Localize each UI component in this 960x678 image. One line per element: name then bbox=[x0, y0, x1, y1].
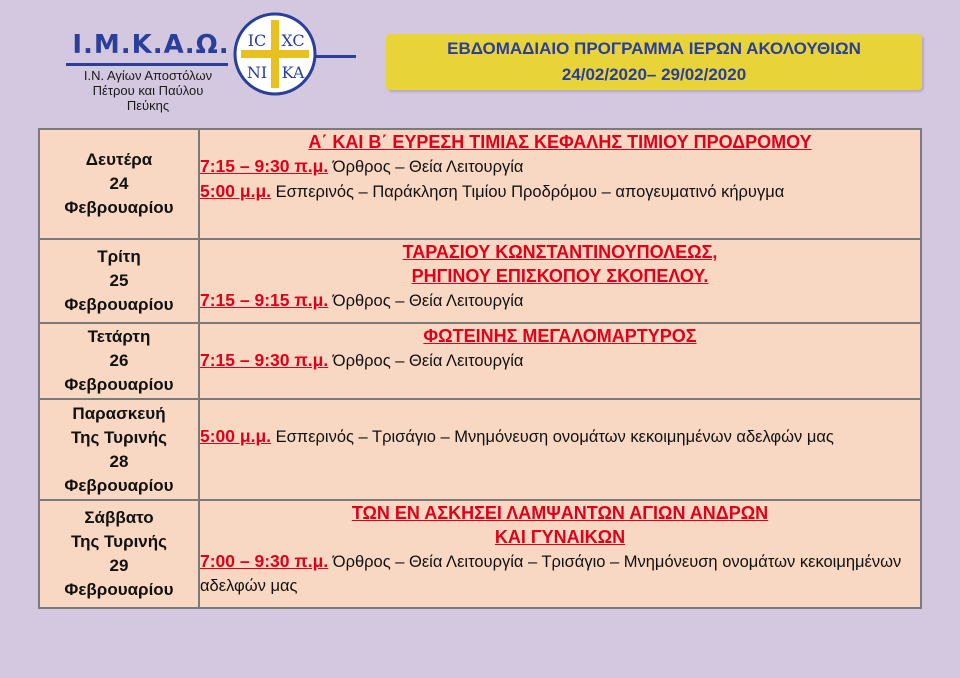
day-label: Της Τυρινής bbox=[70, 532, 167, 551]
day-label: Φεβρουαρίου bbox=[64, 198, 174, 217]
service-entry bbox=[200, 549, 920, 598]
day-label: 28 bbox=[109, 451, 129, 471]
services-cell bbox=[199, 399, 921, 500]
day-cell bbox=[39, 323, 199, 399]
services-cell bbox=[199, 239, 921, 323]
day-label: Φεβρουαρίου bbox=[64, 580, 174, 599]
day-label: 26 bbox=[109, 351, 129, 370]
icxc-nika-seal-icon bbox=[233, 12, 317, 96]
service-time: 5:00 μ.μ. bbox=[200, 181, 272, 201]
day-label: 24 bbox=[109, 174, 129, 193]
seal-letters-ka: KA bbox=[281, 63, 305, 82]
banner-title: ΕΒΔΟΜΑΔΙΑΙΟ ΠΡΟΓΡΑΜΜΑ ΙΕΡΩΝ ΑΚΟΛΟΥΘΙΩΝ bbox=[447, 39, 861, 58]
day-cell bbox=[39, 500, 199, 608]
logo-rule-right bbox=[316, 55, 356, 58]
day-label: Φεβρουαρίου bbox=[64, 375, 174, 394]
service-description: Όρθρος – Θεία Λειτουργία bbox=[328, 292, 524, 310]
day-label: Της Τυρινής bbox=[70, 427, 167, 447]
day-label: Σάββατο bbox=[84, 508, 154, 527]
service-entry bbox=[200, 154, 920, 179]
seal-letters-ic: IC bbox=[247, 31, 267, 50]
schedule-row bbox=[39, 500, 921, 608]
day-label: 29 bbox=[109, 556, 129, 575]
feast-title: ΤΑΡΑΣΙΟΥ ΚΩΝΣΤΑΝΤΙΝΟΥΠΟΛΕΩΣ, bbox=[402, 242, 718, 262]
day-label: 25 bbox=[109, 271, 129, 290]
logo-title: Ι.Μ.Κ.Α.Ω. bbox=[72, 30, 230, 60]
schedule-row bbox=[39, 129, 921, 239]
schedule-table bbox=[38, 128, 922, 609]
day-cell bbox=[39, 129, 199, 239]
service-time: 7:15 – 9:15 π.μ. bbox=[200, 290, 329, 310]
seal-letters-ni: NI bbox=[246, 63, 268, 82]
feast-title: Α΄ ΚΑΙ Β΄ ΕΥΡΕΣΗ ΤΙΜΙΑΣ ΚΕΦΑΛΗΣ ΤΙΜΙΟΥ ΠΡΟΔΡΟΜΟΥ bbox=[308, 132, 812, 152]
service-time: 7:00 – 9:30 π.μ. bbox=[200, 551, 329, 571]
feast-title: ΡΗΓΙΝΟΥ ΕΠΙΣΚΟΠΟΥ ΣΚΟΠΕΛΟΥ. bbox=[411, 266, 709, 286]
logo-line: Ι.Ν. Αγίων Αποστόλων bbox=[83, 68, 213, 83]
service-entry bbox=[200, 179, 920, 204]
service-description: Όρθρος – Θεία Λειτουργία – Τρισάγιο – Μνημόνευση ονομάτων κεκοιμημένων αδελφών μας bbox=[200, 553, 902, 595]
service-description: Εσπερινός – Παράκληση Τιμίου Προδρόμου – απογευματινό κήρυγμα bbox=[271, 183, 785, 201]
service-entry bbox=[200, 348, 920, 373]
logo-subtitle bbox=[58, 68, 238, 113]
service-entry bbox=[200, 424, 920, 449]
schedule-banner bbox=[386, 34, 922, 90]
service-description: Όρθρος – Θεία Λειτουργία bbox=[328, 158, 524, 176]
banner-dates: 24/02/2020– 29/02/2020 bbox=[561, 65, 747, 84]
day-cell bbox=[39, 239, 199, 323]
service-time: 7:15 – 9:30 π.μ. bbox=[200, 350, 329, 370]
service-time: 5:00 μ.μ. bbox=[200, 426, 272, 446]
services-cell bbox=[199, 323, 921, 399]
service-time: 7:15 – 9:30 π.μ. bbox=[200, 156, 329, 176]
schedule-row bbox=[39, 239, 921, 323]
day-label: Τρίτη bbox=[97, 247, 141, 266]
day-label: Φεβρουαρίου bbox=[64, 295, 174, 314]
logo-line: Πέτρου και Παύλου bbox=[92, 83, 204, 98]
services-cell bbox=[199, 500, 921, 608]
day-label: Φεβρουαρίου bbox=[64, 475, 174, 495]
service-entry bbox=[200, 288, 920, 313]
day-label: Δευτέρα bbox=[85, 150, 153, 169]
service-description: Όρθρος – Θεία Λειτουργία bbox=[328, 352, 524, 370]
logo-line: Πεύκης bbox=[126, 98, 170, 113]
schedule-row bbox=[39, 323, 921, 399]
day-label: Τετάρτη bbox=[87, 327, 151, 346]
schedule-row bbox=[39, 399, 921, 500]
day-cell bbox=[39, 399, 199, 500]
services-cell bbox=[199, 129, 921, 239]
seal-letters-xc: XC bbox=[281, 31, 305, 50]
feast-title: ΦΩΤΕΙΝΗΣ ΜΕΓΑΛΟΜΑΡΤΥΡΟΣ bbox=[423, 326, 697, 346]
day-label: Παρασκευή bbox=[72, 403, 166, 423]
service-description: Εσπερινός – Τρισάγιο – Μνημόνευση ονομάτων κεκοιμημένων αδελφών μας bbox=[271, 428, 834, 446]
feast-title: ΤΩΝ ΕΝ ΑΣΚΗΣΕΙ ΛΑΜΨΑΝΤΩΝ ΑΓΙΩΝ ΑΝΔΡΩΝ bbox=[351, 503, 769, 523]
feast-title: ΚΑΙ ΓΥΝΑΙΚΩΝ bbox=[494, 527, 626, 547]
logo-rule bbox=[66, 63, 228, 66]
parish-logo bbox=[58, 18, 358, 113]
